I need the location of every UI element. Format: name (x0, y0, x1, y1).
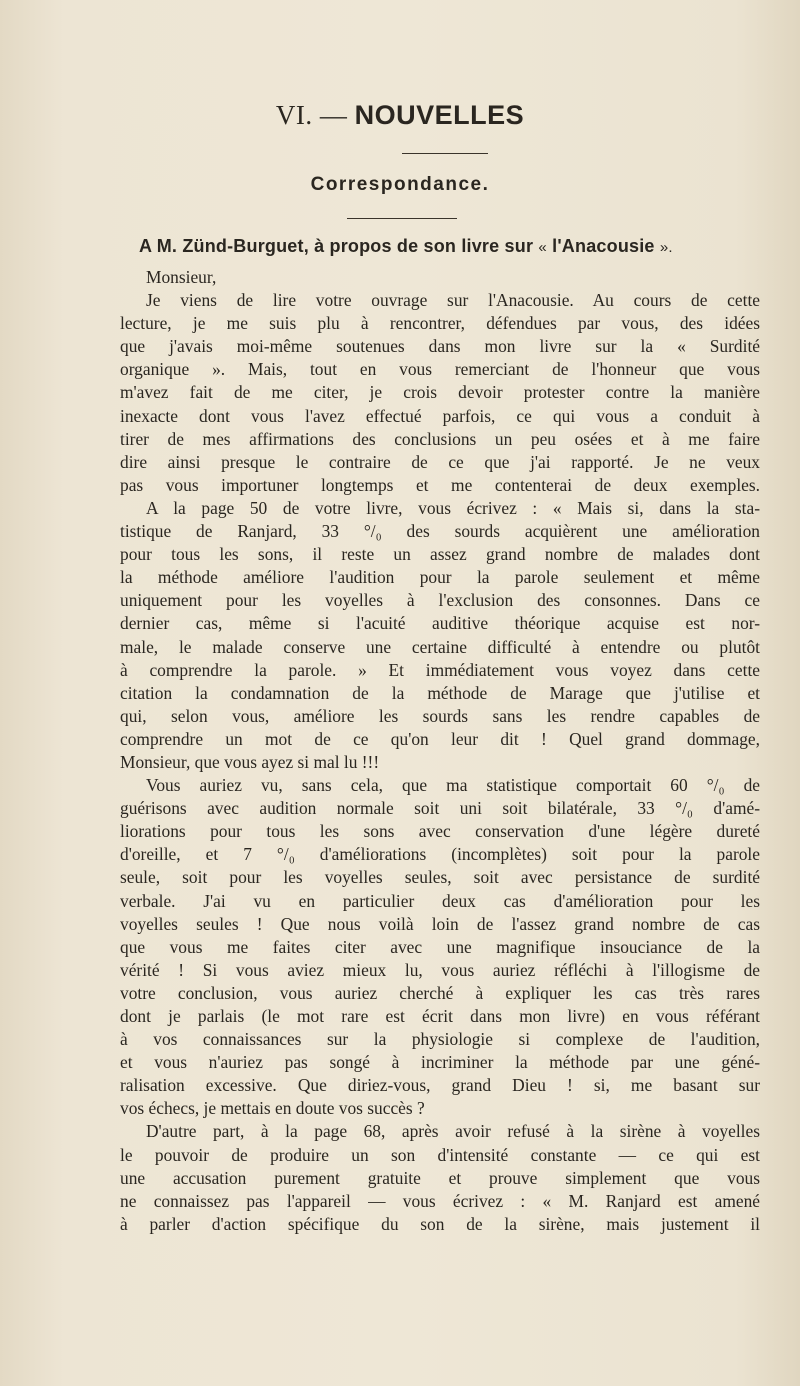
text-line: liorations pour tous les sons avec conservation d'une légère dureté (120, 821, 760, 842)
text-line: dernier cas, même si l'acuité auditive théorique acquise est nor- (120, 613, 760, 634)
section-number: VI. (275, 100, 313, 130)
text-line: verbale. J'ai vu en particulier deux cas d'amélioration pour les (120, 890, 760, 911)
text-line: inexacte dont vous l'avez effectué parfois, ce qui vous a conduit à (120, 405, 760, 426)
text-line: seule, soit pour les voyelles seules, soit avec persistance de surdité (120, 867, 760, 888)
section-title (0, 100, 800, 131)
text-line: m'avez fait de me citer, je crois devoir protester contre la manière (120, 382, 760, 403)
text-line: vos échecs, je mettais en doute vos succès ? (120, 1098, 425, 1119)
text-line: à comprendre la parole. » Et immédiatement vous voyez dans cette (120, 659, 760, 680)
text-line: uniquement pour les voyelles à l'exclusion des consonnes. Dans ce (120, 590, 760, 611)
text-line: à parler d'action spécifique du son de la sirène, mais justement il (120, 1213, 760, 1234)
text-line: comprendre un mot de ce qu'on leur dit ! Quel grand dommage, (120, 728, 760, 749)
text-line: qui, selon vous, améliore les sourds sans les rendre capables de (120, 705, 760, 726)
text-line: le pouvoir de produire un son d'intensité constante — ce qui est (120, 1144, 760, 1165)
text-line: citation la condamnation de la méthode de Marage que j'utilise et (120, 682, 760, 703)
section-divider (402, 153, 488, 154)
text-line: ne connaissez pas l'appareil — vous écrivez : « M. Ranjard est amené (120, 1190, 760, 1211)
open-quote: « (538, 239, 547, 256)
text-line: pour tous les sons, il reste un assez grand nombre de malades dont (120, 544, 760, 565)
text-line: D'autre part, à la page 68, après avoir refusé à la sirène à voyelles (146, 1121, 760, 1142)
text-line: la méthode améliore l'audition pour la parole seulement et même (120, 567, 760, 588)
text-line: Je viens de lire votre ouvrage sur l'Anacousie. Au cours de cette (146, 290, 760, 311)
text-line: tistique de Ranjard, 33 °/₀ des sourds acquièrent une amélioration (120, 521, 760, 542)
subtitle: Correspondance. (310, 174, 490, 195)
text-line: voyelles seules ! Que nous voilà loin de l'assez grand nombre de cas (120, 913, 760, 934)
text-line: Monsieur, que vous ayez si mal lu !!! (120, 751, 380, 772)
text-line: guérisons avec audition normale soit uni soit bilatérale, 33 °/₀ d'amé- (120, 798, 760, 819)
salutation: Monsieur, (146, 267, 217, 287)
text-line: organique ». Mais, tout en vous remerciant de l'honneur que vous (120, 359, 760, 380)
text-line: lecture, je me suis plu à rencontrer, défendues par vous, des idées (120, 313, 760, 334)
text-line: male, le malade conserve une certaine difficulté à entendre ou plutôt (120, 636, 760, 657)
text-line: que vous me faites citer avec une magnifique insouciance de la (120, 936, 760, 957)
text-line: que j'avais moi-même soutenues dans mon livre sur la « Surdité (120, 336, 760, 357)
letter-heading-prefix: A M. Zünd-Burguet, à propos de son livre sur (139, 236, 534, 256)
text-line: ralisation excessive. Que diriez-vous, grand Dieu ! si, me basant sur (120, 1075, 760, 1096)
text-line: et vous n'auriez pas songé à incriminer la méthode par une géné- (120, 1052, 760, 1073)
section-heading-word: NOUVELLES (354, 100, 525, 130)
text-line: à vos connaissances sur la physiologie si complexe de l'audition, (120, 1029, 760, 1050)
letter-body (120, 266, 760, 1236)
text-line: tirer de mes affirmations des conclusions un peu osées et à me faire (120, 428, 760, 449)
letter-heading (139, 236, 779, 257)
text-line: d'oreille, et 7 °/₀ d'améliorations (incomplètes) soit pour la parole (120, 844, 760, 865)
text-line: Vous auriez vu, sans cela, que ma statistique comportait 60 °/₀ de (146, 775, 760, 796)
text-line: vérité ! Si vous aviez mieux lu, vous auriez réfléchi à l'illogisme de (120, 959, 760, 980)
book-title: l'Anacousie (552, 236, 655, 256)
text-line: pas vous importuner longtemps et me contenterai de deux exemples. (120, 474, 760, 495)
text-line: dont je parlais (le mot rare est écrit dans mon livre) en vous référant (120, 1006, 760, 1026)
close-quote: ». (659, 239, 673, 256)
section-dash: — (319, 100, 348, 130)
text-line: dire ainsi presque le contraire de ce que j'ai rapporté. Je ne veux (120, 451, 760, 472)
text-line: une accusation purement gratuite et prouve simplement que vous (120, 1167, 760, 1188)
text-line: votre conclusion, vous auriez cherché à expliquer les cas très rares (120, 982, 760, 1003)
text-line: A la page 50 de votre livre, vous écrivez : « Mais si, dans la sta- (146, 497, 760, 518)
subtitle-divider (347, 218, 457, 219)
